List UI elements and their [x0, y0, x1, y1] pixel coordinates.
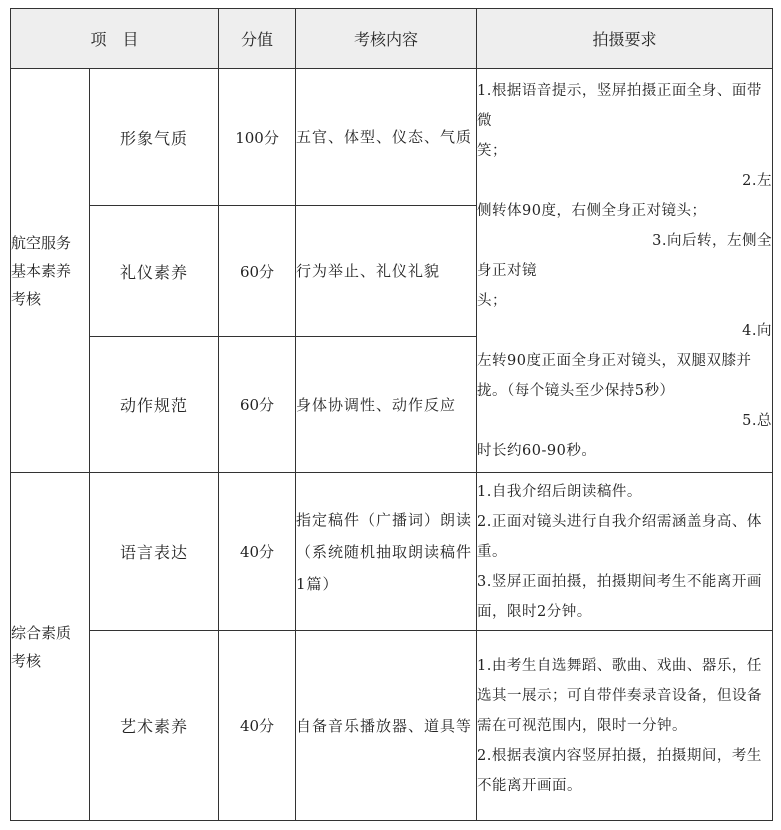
item-label: 礼仪素养 — [90, 206, 219, 337]
content-text: 指定稿件（广播词）朗读（系统随机抽取朗读稿件1篇） — [296, 473, 477, 631]
score-value: 60分 — [219, 206, 296, 337]
item-label: 语言表达 — [90, 473, 219, 631]
table-row — [11, 69, 773, 206]
score-value: 40分 — [219, 473, 296, 631]
score-value: 100分 — [219, 69, 296, 206]
header-score: 分值 — [219, 9, 296, 69]
category-comprehensive: 综合素质考核 — [11, 473, 90, 821]
category-aviation-service: 航空服务基本素养考核 — [11, 69, 90, 473]
content-text: 五官、体型、仪态、气质 — [296, 69, 477, 206]
item-label: 艺术素养 — [90, 631, 219, 821]
item-label: 形象气质 — [90, 69, 219, 206]
requirements-art: 1.由考生自选舞蹈、歌曲、戏曲、器乐，任选其一展示；可自带伴奏录音设备，但设备需在可视范围内，限时一分钟。 2.根据表演内容竖屏拍摄，拍摄期间，考生不能离开画面。 — [477, 631, 773, 821]
content-text: 行为举止、礼仪礼貌 — [296, 206, 477, 337]
content-text: 自备音乐播放器、道具等 — [296, 631, 477, 821]
header-project: 项 目 — [11, 9, 219, 69]
item-label: 动作规范 — [90, 337, 219, 473]
score-value: 40分 — [219, 631, 296, 821]
table-row — [11, 631, 773, 821]
exam-requirements-table — [10, 8, 773, 821]
requirements-language: 1.自我介绍后朗读稿件。 2.正面对镜头进行自我介绍需涵盖身高、体重。 3.竖屏正面拍摄，拍摄期间考生不能离开画面，限时2分钟。 — [477, 473, 773, 631]
score-value: 60分 — [219, 337, 296, 473]
header-requirements: 拍摄要求 — [477, 9, 773, 69]
header-content: 考核内容 — [296, 9, 477, 69]
requirements-aviation-service: 1.根据语音提示，竖屏拍摄正面全身、面带微 笑； 2.左 侧转体90度，右侧全身正对镜头； 3.向后转，左侧全 身正对镜 头； 4.向 左转90度正面全身正对镜头，双腿双膝并拢。（每个镜头至少保持5秒） 5.总 时长约60-90秒。 — [477, 69, 773, 473]
content-text: 身体协调性、动作反应 — [296, 337, 477, 473]
header-row — [11, 9, 773, 69]
table-row — [11, 473, 773, 631]
